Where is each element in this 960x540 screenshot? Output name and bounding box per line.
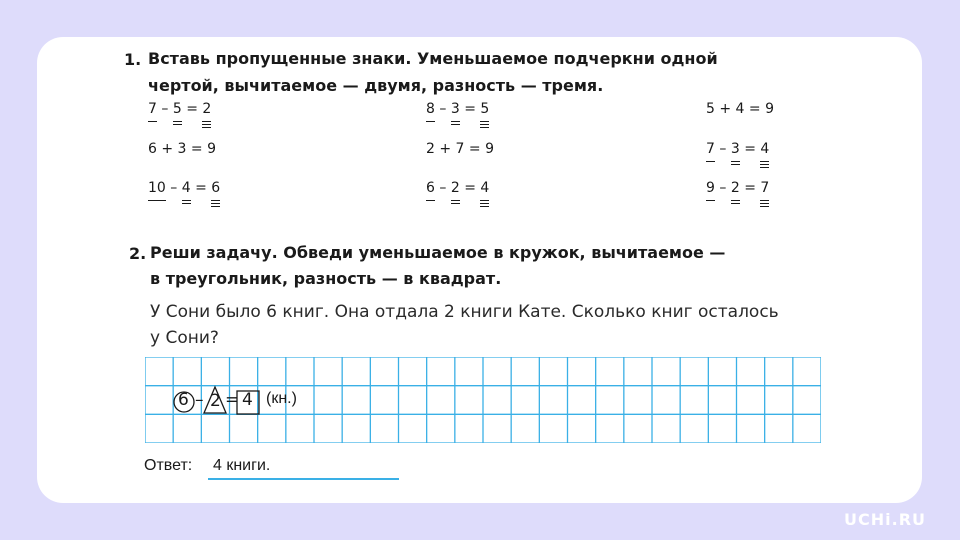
equation-token: 6 + 3 = 9 (148, 141, 216, 157)
equation-token: 4 (760, 141, 769, 157)
equation (426, 101, 489, 117)
problem-text-line1: У Сони было 6 книг. Она отдала 2 книги Кате. Сколько книг осталось (150, 302, 779, 322)
equation (706, 141, 769, 157)
equation (706, 180, 769, 196)
equation-token: 4 (480, 180, 489, 196)
underline-mark (731, 161, 740, 162)
equation-token: 7 (148, 101, 157, 117)
equation-token: 6 (211, 180, 220, 196)
underline-mark (202, 121, 211, 122)
equation-token: 7 (760, 180, 769, 196)
underline-mark (480, 127, 489, 128)
underline-mark (480, 121, 489, 122)
task1-instruction-line2: чертой, вычитаемое — двумя, разность — тремя. (148, 76, 604, 95)
equation-token: = (739, 141, 761, 157)
formula-minus: – (195, 390, 204, 410)
equation (706, 101, 774, 117)
underline-mark (760, 200, 769, 201)
underline-mark (760, 203, 769, 204)
equation-token: 4 (182, 180, 191, 196)
task1-number: 1. (124, 50, 142, 69)
underline-mark (182, 203, 191, 204)
formula-subtrahend: 2 (210, 391, 221, 411)
equation-token: – (156, 101, 173, 117)
underline-mark (760, 167, 769, 168)
equation-token: = (190, 180, 212, 196)
equation-token: 9 (706, 180, 715, 196)
task1-instruction-rest: . Уменьшаемое подчеркни одной (405, 49, 718, 68)
equation-token: – (714, 180, 731, 196)
problem-text-line2: у Сони? (150, 328, 219, 348)
answer-underline (208, 478, 399, 480)
task1-instruction-bold: Вставь пропущенные знаки (148, 49, 406, 68)
underline-mark (173, 121, 182, 122)
task1-instruction-line1 (148, 46, 718, 72)
underline-mark (451, 121, 460, 122)
equation-token: – (165, 180, 182, 196)
equation-token: – (714, 141, 731, 157)
equation-token: – (434, 180, 451, 196)
equation-token: 8 (426, 101, 435, 117)
uchi-logo: UCHi.RU (844, 510, 926, 529)
underline-mark (182, 200, 191, 201)
equation-token: 5 (173, 101, 182, 117)
underline-mark (706, 200, 715, 201)
equation (148, 180, 220, 196)
underline-mark (451, 203, 460, 204)
equation-token: 7 (706, 141, 715, 157)
underline-mark (731, 164, 740, 165)
equation-token: 2 (731, 180, 740, 196)
underline-mark (760, 164, 769, 165)
equation-token: 2 + 7 = 9 (426, 141, 494, 157)
underline-mark (426, 121, 435, 122)
task2-instruction-line2: в треугольник, разность — в квадрат. (150, 269, 502, 288)
equation-token: = (181, 101, 203, 117)
equation (148, 141, 216, 157)
underline-mark (173, 124, 182, 125)
formula-minuend: 6 (178, 390, 189, 410)
underline-mark (731, 200, 740, 201)
equation (426, 180, 489, 196)
equation-token: – (434, 101, 451, 117)
underline-mark (202, 127, 211, 128)
underline-mark (451, 200, 460, 201)
formula-equals: = (225, 390, 240, 410)
underline-mark (211, 206, 220, 207)
equation-token: = (739, 180, 761, 196)
equation-token: = (459, 101, 481, 117)
underline-mark (451, 124, 460, 125)
underline-mark (706, 161, 715, 162)
underline-mark (480, 203, 489, 204)
equation-token: 2 (202, 101, 211, 117)
equation-token: 6 (426, 180, 435, 196)
equation-token: = (459, 180, 481, 196)
underline-mark (148, 200, 166, 201)
underline-mark (211, 203, 220, 204)
equation (148, 101, 211, 117)
formula-unit: (кн.) (266, 390, 297, 407)
equation-token: 5 (480, 101, 489, 117)
equation-token: 3 (451, 101, 460, 117)
task2-instruction-line1: Реши задачу. Обведи уменьшаемое в кружок, вычитаемое — (150, 243, 726, 262)
underline-mark (426, 200, 435, 201)
underline-mark (760, 206, 769, 207)
equation-token: 10 (148, 180, 166, 196)
underline-mark (202, 124, 211, 125)
answer-label: Ответ: (144, 457, 193, 474)
equation-token: 2 (451, 180, 460, 196)
equation (426, 141, 494, 157)
underline-mark (480, 200, 489, 201)
formula-difference: 4 (242, 390, 253, 410)
underline-mark (148, 121, 157, 122)
answer-value: 4 книги. (213, 457, 271, 474)
equation-token: 5 + 4 = 9 (706, 101, 774, 117)
task2-number: 2. (129, 244, 147, 263)
equation-token: 3 (731, 141, 740, 157)
underline-mark (480, 124, 489, 125)
underline-mark (480, 206, 489, 207)
underline-mark (731, 203, 740, 204)
underline-mark (211, 200, 220, 201)
underline-mark (760, 161, 769, 162)
